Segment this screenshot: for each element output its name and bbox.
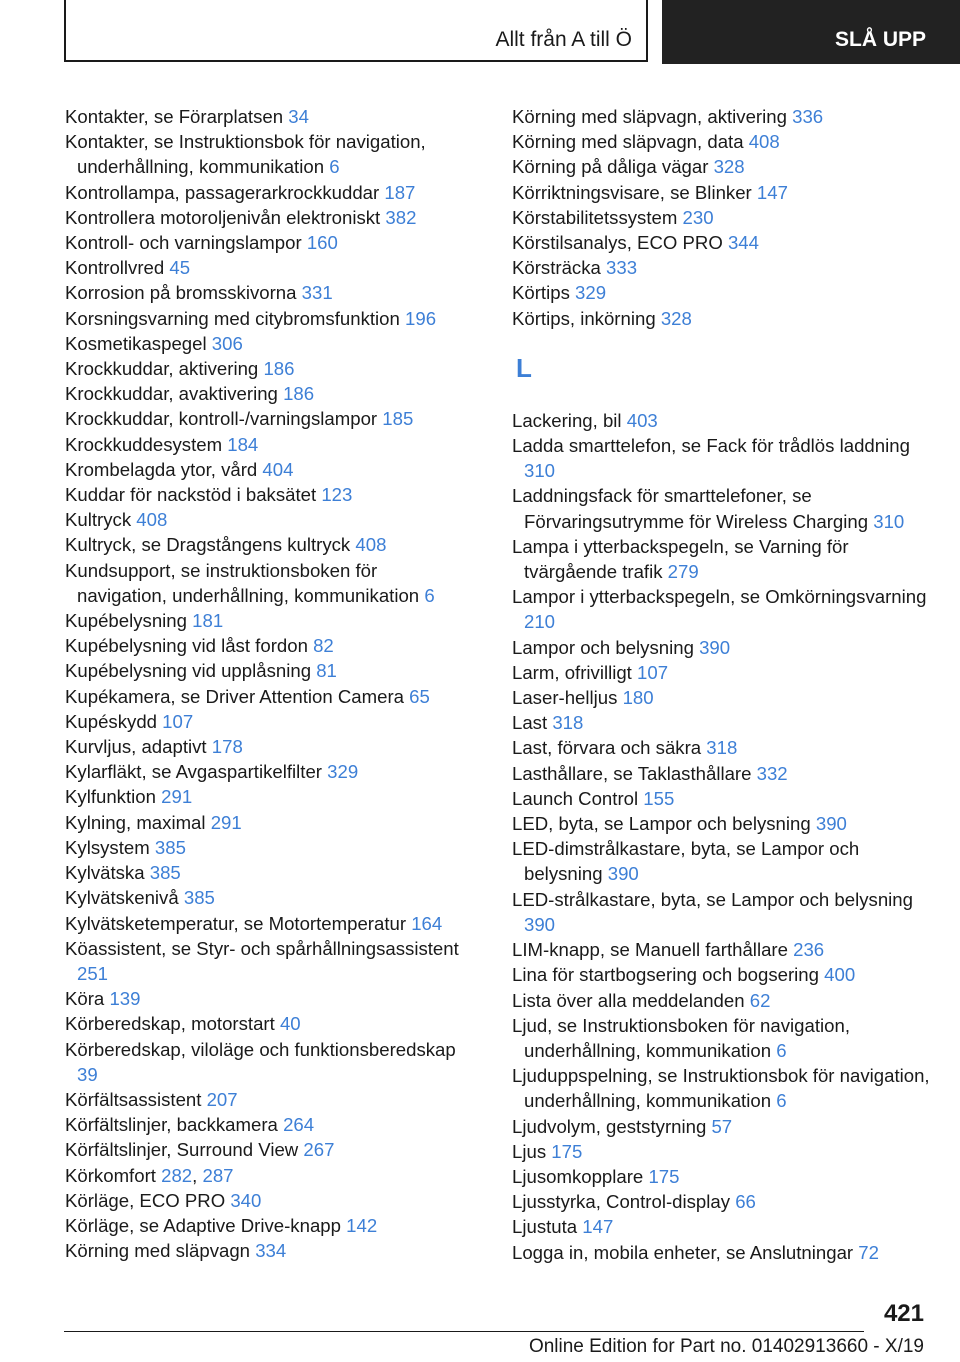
page-reference-link[interactable]: 408 bbox=[136, 509, 168, 531]
index-term: Ljudvolym, geststyrning bbox=[512, 1115, 707, 1137]
index-term: Kuddar för nackstöd i baksätet bbox=[65, 484, 317, 506]
page-reference-link[interactable]: 403 bbox=[626, 409, 658, 431]
page-reference-link[interactable]: 408 bbox=[355, 534, 387, 556]
index-term: Köra bbox=[65, 988, 105, 1010]
index-term: Kontrollampa, passagerarkrockkuddar bbox=[65, 181, 380, 203]
index-entry bbox=[65, 608, 465, 633]
index-entry bbox=[65, 1213, 465, 1238]
index-entry: Körkomfort 282, 287 bbox=[65, 1164, 234, 1186]
page-reference-link[interactable]: 382 bbox=[385, 206, 417, 228]
index-entry bbox=[65, 784, 465, 809]
index-term: Lasthållare, se Taklasthållare bbox=[512, 762, 752, 784]
index-term: Körtips bbox=[512, 282, 570, 304]
page-reference-link[interactable]: 65 bbox=[409, 685, 430, 707]
page-reference-link[interactable]: 390 bbox=[699, 636, 731, 658]
index-entry bbox=[512, 710, 932, 735]
index-entry bbox=[65, 558, 465, 608]
page-reference-link[interactable]: 236 bbox=[793, 939, 825, 961]
index-term: Last, förvara och säkra bbox=[512, 737, 702, 759]
index-entry bbox=[512, 129, 932, 154]
index-term: Kylarfläkt, se Avgaspartikelfilter bbox=[65, 761, 322, 783]
index-entry bbox=[512, 1189, 932, 1214]
page-reference-link[interactable]: 385 bbox=[154, 836, 186, 858]
page-reference-link[interactable]: 230 bbox=[682, 206, 714, 228]
index-term: Ladda smarttelefon, se Fack för trådlös laddning bbox=[512, 435, 910, 457]
index-term: Korrosion på bromsskivorna bbox=[65, 282, 297, 304]
index-tab-label: Allt från A till Ö bbox=[495, 28, 632, 51]
page-reference-link[interactable]: 279 bbox=[667, 561, 699, 583]
index-term: Lista över alla meddelanden bbox=[512, 989, 745, 1011]
index-term: Kupékamera, se Driver Attention Camera bbox=[65, 685, 404, 707]
page-reference-link[interactable]: 123 bbox=[321, 484, 353, 506]
page-reference-link[interactable]: 404 bbox=[262, 458, 294, 480]
index-term: Kosmetikaspegel bbox=[65, 332, 207, 354]
page-reference-link[interactable]: 82 bbox=[313, 635, 334, 657]
page-reference-link[interactable]: 45 bbox=[169, 257, 191, 279]
index-entry bbox=[512, 306, 932, 331]
index-term: Lampor och belysning bbox=[512, 636, 694, 658]
page-reference-link[interactable]: 160 bbox=[306, 232, 338, 254]
page-reference-link[interactable]: 155 bbox=[643, 787, 675, 809]
footer-divider bbox=[64, 1331, 864, 1332]
page-reference-link[interactable]: 385 bbox=[183, 887, 215, 909]
index-column-right bbox=[512, 104, 932, 1265]
index-entry bbox=[65, 860, 465, 885]
index-entry bbox=[65, 230, 465, 255]
index-term: Körläge, se Adaptive Drive-knapp bbox=[65, 1214, 341, 1236]
index-entry bbox=[65, 129, 465, 179]
page-reference-link[interactable]: 329 bbox=[575, 282, 607, 304]
index-entry bbox=[512, 1063, 932, 1113]
index-entry bbox=[65, 835, 465, 860]
index-entry bbox=[65, 532, 465, 557]
index-entry bbox=[65, 658, 465, 683]
index-entry bbox=[512, 230, 932, 255]
page-reference-link[interactable]: 291 bbox=[161, 786, 193, 808]
index-entry bbox=[512, 988, 932, 1013]
page-reference-link[interactable]: 139 bbox=[109, 988, 141, 1010]
section-letter: L bbox=[516, 352, 532, 383]
page-reference-link[interactable]: 147 bbox=[582, 1216, 614, 1238]
index-entry bbox=[65, 633, 465, 658]
index-entry bbox=[65, 255, 465, 280]
index-term: Lackering, bil bbox=[512, 409, 622, 431]
index-entry bbox=[65, 104, 465, 129]
index-entry bbox=[65, 885, 465, 910]
index-group-k bbox=[512, 104, 932, 331]
page-reference-link[interactable]: 306 bbox=[211, 332, 243, 354]
index-term: Kultryck bbox=[65, 509, 132, 531]
index-entry bbox=[512, 685, 932, 710]
page-reference-link[interactable]: 318 bbox=[552, 712, 584, 734]
index-entry bbox=[65, 406, 465, 431]
index-entry bbox=[512, 836, 932, 886]
index-entry bbox=[65, 734, 465, 759]
index-entry bbox=[65, 507, 465, 532]
page-reference-link[interactable]: 175 bbox=[551, 1140, 583, 1162]
page-reference-link[interactable]: 186 bbox=[283, 383, 315, 405]
page-reference-link[interactable]: 400 bbox=[824, 964, 856, 986]
page-reference-link[interactable]: 6 bbox=[424, 584, 435, 606]
page-reference-link[interactable]: 251 bbox=[77, 962, 109, 984]
page-reference-link[interactable]: 6 bbox=[776, 1090, 787, 1112]
index-term: LED-dimstrålkastare, byta, se Lampor och belysning bbox=[512, 838, 860, 885]
index-entry bbox=[512, 735, 932, 760]
index-entry bbox=[65, 1188, 465, 1213]
page-reference-link[interactable]: 408 bbox=[748, 131, 780, 153]
index-term: Körstabilitetssystem bbox=[512, 206, 678, 228]
index-entry bbox=[512, 887, 932, 937]
index-entry bbox=[65, 432, 465, 457]
index-entry bbox=[65, 1238, 465, 1263]
lookup-tab[interactable] bbox=[662, 0, 960, 64]
page-reference-link[interactable]: 267 bbox=[303, 1139, 335, 1161]
page-reference-link[interactable]: 187 bbox=[384, 181, 416, 203]
index-term: Kontroll- och varningslampor bbox=[65, 232, 302, 254]
page-reference-link[interactable]: 310 bbox=[524, 460, 556, 482]
index-term: Körning med släpvagn bbox=[65, 1240, 251, 1262]
index-term: Kylning, maximal bbox=[65, 811, 206, 833]
index-term: Ljusstyrka, Control-display bbox=[512, 1191, 731, 1213]
page-reference-link[interactable]: 57 bbox=[711, 1115, 733, 1137]
page-header bbox=[0, 0, 960, 66]
index-term: Körfältslinjer, backkamera bbox=[65, 1114, 278, 1136]
page-reference-link[interactable]: 147 bbox=[756, 181, 788, 203]
index-term: Lina för startbogsering och bogsering bbox=[512, 964, 819, 986]
index-term: Krockkuddesystem bbox=[65, 433, 223, 455]
index-entry bbox=[512, 635, 932, 660]
index-term: Launch Control bbox=[512, 787, 639, 809]
page-number: 421 bbox=[883, 1300, 924, 1327]
page-reference-link[interactable]: 344 bbox=[727, 232, 759, 254]
index-term: Korsningsvarning med citybromsfunktion bbox=[65, 307, 400, 329]
index-entry bbox=[512, 761, 932, 786]
page-reference-link[interactable]: 66 bbox=[735, 1191, 756, 1213]
index-entry bbox=[512, 408, 932, 433]
page-reference-link[interactable]: 210 bbox=[524, 611, 556, 633]
index-entry bbox=[512, 962, 932, 987]
index-entry bbox=[65, 1137, 465, 1162]
footer-edition: Online Edition for Part no. 01402913660 - X/19 bbox=[528, 1336, 924, 1357]
index-term: Körning med släpvagn, data bbox=[512, 131, 744, 153]
page-reference-link[interactable]: 181 bbox=[192, 610, 224, 632]
page-reference-link[interactable]: 333 bbox=[606, 257, 638, 279]
index-entry bbox=[512, 280, 932, 305]
page-reference-link[interactable]: 340 bbox=[230, 1189, 262, 1211]
index-term: Körkomfort bbox=[65, 1164, 156, 1186]
index-term: Köassistent, se Styr- och spårhållningsassistent bbox=[65, 937, 459, 959]
index-entry bbox=[512, 255, 932, 280]
index-entry bbox=[512, 1013, 932, 1063]
index-term: Kylsystem bbox=[65, 836, 150, 858]
index-entry bbox=[65, 280, 465, 305]
index-term: Körläge, ECO PRO bbox=[65, 1189, 226, 1211]
index-term: Körfältsassistent bbox=[65, 1088, 202, 1110]
index-term: Körning på dåliga vägar bbox=[512, 156, 709, 178]
index-term: Lampa i ytterbackspegeln, se Varning för tvärgående trafik bbox=[512, 535, 849, 583]
page-reference-link[interactable]: 62 bbox=[749, 989, 771, 1011]
index-term: Krockkuddar, aktivering bbox=[65, 358, 259, 380]
index-term: Ljus bbox=[512, 1140, 547, 1162]
index-term: Last bbox=[512, 712, 548, 734]
page-reference-link[interactable]: 34 bbox=[288, 106, 309, 127]
index-entry bbox=[65, 331, 465, 356]
page-reference-link[interactable]: 72 bbox=[858, 1241, 879, 1263]
index-term: Krombelagda ytor, vård bbox=[65, 458, 258, 480]
page-reference-link[interactable]: 107 bbox=[637, 661, 669, 683]
index-entry bbox=[512, 1114, 932, 1139]
page-reference-link[interactable]: 287 bbox=[202, 1164, 234, 1186]
page-reference-link[interactable]: 390 bbox=[524, 913, 556, 935]
index-entry bbox=[512, 104, 932, 129]
page-reference-link[interactable]: 142 bbox=[346, 1214, 378, 1236]
page-reference-link[interactable]: 185 bbox=[382, 408, 414, 430]
index-entry bbox=[65, 457, 465, 482]
index-entry bbox=[512, 205, 932, 230]
page-reference-link[interactable]: 175 bbox=[648, 1165, 680, 1187]
page-reference-link[interactable]: 184 bbox=[227, 433, 259, 455]
index-entry bbox=[512, 937, 932, 962]
index-term: Körberedskap, viloläge och funktionsberedskap bbox=[65, 1038, 456, 1060]
index-entry bbox=[512, 1164, 932, 1189]
index-term: LED-strålkastare, byta, se Lampor och belysning bbox=[512, 888, 913, 910]
index-tab[interactable] bbox=[64, 0, 648, 62]
index-term: Kupéskydd bbox=[65, 710, 157, 732]
index-term: Logga in, mobila enheter, se Anslutningar bbox=[512, 1241, 854, 1263]
index-term: Kontrollera motoroljenivån elektroniskt bbox=[65, 206, 381, 228]
index-term: Körriktningsvisare, se Blinker bbox=[512, 181, 752, 203]
index-term: Krockkuddar, kontroll-/varningslampor bbox=[65, 408, 378, 430]
page-reference-link[interactable]: 282 bbox=[161, 1164, 193, 1186]
index-entry bbox=[65, 306, 465, 331]
lookup-tab-label: SLÅ UPP bbox=[834, 28, 926, 51]
index-entry bbox=[512, 1139, 932, 1164]
index-entry bbox=[512, 584, 932, 634]
index-term: Kupébelysning bbox=[65, 610, 187, 632]
index-term: Körning med släpvagn, aktivering bbox=[512, 106, 787, 127]
index-entry bbox=[65, 205, 465, 230]
index-term: Kundsupport, se instruktionsboken för navigation, underhållning, kommunikation bbox=[65, 559, 420, 606]
index-entry bbox=[65, 709, 465, 734]
index-entry bbox=[65, 1011, 465, 1036]
index-entry bbox=[65, 482, 465, 507]
index-entry bbox=[65, 759, 465, 784]
page-reference-link[interactable]: 40 bbox=[279, 1013, 301, 1035]
page-reference-link[interactable]: 164 bbox=[411, 912, 443, 934]
index-term: Körsträcka bbox=[512, 257, 601, 279]
page-reference-link[interactable]: 332 bbox=[756, 762, 788, 784]
page-reference-link[interactable]: 196 bbox=[405, 307, 437, 329]
index-term: Lampor i ytterbackspegeln, se Omkörningsvarning bbox=[512, 586, 927, 608]
index-term: Kontrollvred bbox=[65, 257, 165, 279]
index-term: LED, byta, se Lampor och belysning bbox=[512, 813, 811, 835]
index-term: Körfältslinjer, Surround View bbox=[65, 1139, 299, 1161]
index-entry bbox=[512, 1240, 932, 1265]
index-term: Larm, ofrivilligt bbox=[512, 661, 632, 683]
index-term: Kultryck, se Dragstångens kultryck bbox=[65, 534, 351, 556]
index-entry bbox=[65, 936, 465, 986]
index-entry bbox=[65, 180, 465, 205]
index-term: Ljusomkopplare bbox=[512, 1165, 644, 1187]
index-term: Ljuduppspelning, se Instruktionsbok för navigation, underhållning, kommunikation bbox=[512, 1065, 930, 1112]
index-entry bbox=[512, 180, 932, 205]
index-term: Körstilsanalys, ECO PRO bbox=[512, 232, 723, 254]
page-reference-link[interactable]: 328 bbox=[660, 307, 692, 329]
index-term: Kontakter, se Instruktionsbok för navigation, underhållning, kommunikation bbox=[65, 131, 426, 178]
page-reference-link[interactable]: 318 bbox=[706, 737, 738, 759]
page-reference-link[interactable]: 336 bbox=[792, 106, 824, 127]
page-reference-link[interactable]: 329 bbox=[327, 761, 359, 783]
index-entry bbox=[65, 684, 465, 709]
index-term: Ljud, se Instruktionsboken för navigation, underhållning, kommunikation bbox=[512, 1014, 850, 1061]
index-entry bbox=[65, 1037, 465, 1087]
index-term: Ljustuta bbox=[512, 1216, 578, 1238]
index-term: Körberedskap, motorstart bbox=[65, 1013, 275, 1035]
index-term: Kontakter, se Förarplatsen bbox=[65, 106, 284, 127]
index-entry bbox=[512, 433, 932, 483]
index-term: Kylvätsketemperatur, se Motortemperatur bbox=[65, 912, 407, 934]
page-reference-link[interactable]: 107 bbox=[162, 710, 194, 732]
page-reference-link[interactable]: 264 bbox=[283, 1114, 315, 1136]
index-term: Laddningsfack för smarttelefoner, se Förvaringsutrymme för Wireless Charging bbox=[512, 485, 869, 532]
page-reference-link[interactable]: 331 bbox=[301, 282, 333, 304]
page-reference-link[interactable]: 207 bbox=[206, 1088, 238, 1110]
page-reference-link[interactable]: 186 bbox=[263, 358, 295, 380]
index-term: Kylfunktion bbox=[65, 786, 156, 808]
index-term: Körtips, inkörning bbox=[512, 307, 656, 329]
page-reference-link[interactable]: 310 bbox=[873, 510, 905, 532]
page-reference-link[interactable]: 180 bbox=[622, 687, 654, 709]
page-reference-link[interactable]: 390 bbox=[815, 813, 847, 835]
page-reference-link[interactable]: 6 bbox=[329, 156, 340, 178]
index-entry bbox=[65, 1112, 465, 1137]
index-entry bbox=[512, 786, 932, 811]
index-group-l bbox=[512, 408, 932, 1265]
index-entry bbox=[65, 911, 465, 936]
page-reference-link[interactable]: 178 bbox=[211, 736, 243, 758]
index-term: Krockkuddar, avaktivering bbox=[65, 383, 278, 405]
index-entry bbox=[512, 534, 932, 584]
index-term: Kylvätska bbox=[65, 862, 145, 884]
index-entry bbox=[65, 986, 465, 1011]
page-reference-link[interactable]: 385 bbox=[149, 862, 181, 884]
index-term: Kupébelysning vid upplåsning bbox=[65, 660, 312, 682]
index-entry bbox=[512, 154, 932, 179]
index-term: LIM-knapp, se Manuell farthållare bbox=[512, 939, 788, 961]
index-term: Kylvätskenivå bbox=[65, 887, 179, 909]
index-entry bbox=[512, 660, 932, 685]
index-term: Laser-helljus bbox=[512, 687, 618, 709]
page-reference-link[interactable]: 6 bbox=[776, 1039, 787, 1061]
index-term: Kurvljus, adaptivt bbox=[65, 736, 207, 758]
index-entry bbox=[512, 1214, 932, 1239]
index-entry bbox=[512, 811, 932, 836]
index-entry bbox=[65, 356, 465, 381]
index-entry bbox=[65, 810, 465, 835]
page-reference-link[interactable]: 81 bbox=[316, 660, 337, 682]
index-entry bbox=[65, 1087, 465, 1112]
page-reference-link[interactable]: 390 bbox=[607, 863, 639, 885]
page-reference-link[interactable]: 39 bbox=[77, 1063, 98, 1085]
page-reference-link[interactable]: 291 bbox=[210, 811, 242, 833]
index-column-left bbox=[65, 104, 465, 1263]
page-reference-link[interactable]: 328 bbox=[713, 156, 745, 178]
index-entry bbox=[512, 483, 932, 533]
index-term: Kupébelysning vid låst fordon bbox=[65, 635, 308, 657]
page-reference-link[interactable]: 334 bbox=[255, 1240, 287, 1262]
index-entry bbox=[65, 381, 465, 406]
